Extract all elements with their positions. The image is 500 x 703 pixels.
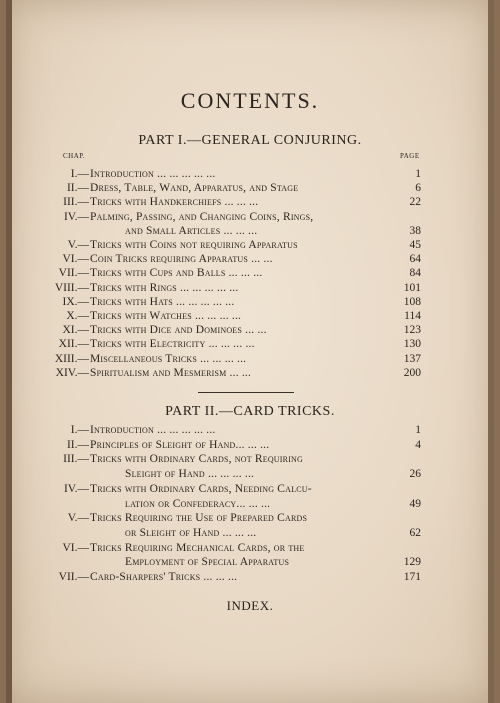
chapter-number: XI.— — [62, 324, 89, 337]
page-column-header: PAGE — [400, 152, 420, 160]
chapter-title: Principles of Sleight of Hand... ... ... — [90, 438, 270, 451]
toc-row — [0, 266, 500, 280]
chapter-number: VII.— — [58, 571, 89, 583]
toc-row — [0, 438, 500, 452]
toc-row — [0, 526, 500, 540]
page-number: 108 — [403, 295, 421, 308]
chapter-title: Tricks with Cups and Balls ... ... ... — [90, 267, 263, 280]
chapter-title: Introduction ... ... ... ... ... — [90, 168, 216, 180]
toc-row — [0, 323, 500, 337]
chapter-title: Miscellaneous Tricks ... ... ... ... — [90, 352, 247, 365]
toc-row — [0, 295, 500, 309]
page-number: 45 — [409, 239, 421, 251]
chapter-number: IV.— — [63, 482, 89, 495]
toc-row — [0, 181, 500, 195]
page-number: 64 — [409, 253, 421, 266]
page-number: 114 — [404, 310, 421, 322]
chapter-number: I.— — [70, 168, 89, 180]
toc-row — [0, 281, 500, 295]
chapter-number: VIII.— — [54, 281, 89, 294]
toc-row — [0, 309, 500, 323]
page-number: 200 — [403, 366, 421, 379]
chapter-title: Tricks with Handkerchiefs ... ... ... — [90, 196, 259, 209]
chapter-title: Spiritualism and Mesmerism ... ... — [90, 366, 252, 379]
toc-row — [0, 555, 500, 569]
page-number: 62 — [409, 526, 421, 539]
chapter-title: and Small Articles ... ... ... — [125, 224, 258, 237]
toc-row — [0, 238, 500, 252]
chapter-title: or Sleight of Hand ... ... ... — [125, 526, 257, 539]
page-number: 129 — [403, 556, 421, 569]
page-number: 26 — [409, 468, 421, 481]
page-number: 1 — [415, 168, 421, 180]
chapter-number: II.— — [66, 438, 89, 451]
toc-row — [0, 210, 500, 224]
chapter-number: V.— — [67, 512, 89, 525]
toc-row — [0, 195, 500, 209]
chapter-number: XIII.— — [54, 352, 89, 365]
chapter-number: III.— — [63, 196, 89, 209]
chapter-title: Tricks with Watches ... ... ... ... — [90, 310, 242, 322]
chapter-title: Employment of Special Apparatus — [125, 556, 290, 569]
chapter-number: II.— — [66, 182, 89, 195]
part2-title: PART II.—CARD TRICKS. — [165, 404, 335, 419]
toc-row — [0, 252, 500, 266]
chapter-title: Tricks with Coins not requiring Apparatus — [90, 239, 298, 251]
chapter-title: Palming, Passing, and Changing Coins, Rings, — [90, 210, 314, 223]
toc-row — [0, 452, 500, 466]
part1-title: PART I.—GENERAL CONJURING. — [138, 133, 362, 148]
toc-row — [0, 497, 500, 511]
page-number: 6 — [415, 182, 421, 195]
chapter-title: Tricks with Ordinary Cards, not Requiring — [90, 453, 304, 466]
page-number: 1 — [415, 424, 421, 436]
chapter-number: IV.— — [63, 210, 89, 223]
chapter-title: Card-Sharpers' Tricks ... ... ... — [90, 571, 238, 583]
chapter-title: Tricks with Electricity ... ... ... ... — [90, 338, 255, 351]
chapter-number: XIV.— — [55, 366, 89, 379]
chapter-number: VI.— — [62, 541, 89, 554]
chapter-title: Tricks with Rings ... ... ... ... ... — [90, 281, 239, 294]
chapter-title: Tricks Requiring the Use of Prepared Cards — [90, 512, 308, 525]
chapter-number: IX.— — [62, 295, 89, 308]
chapter-number: I.— — [70, 424, 89, 436]
page-number: 123 — [403, 324, 421, 337]
page-number: 130 — [403, 338, 421, 351]
index-heading: INDEX. — [226, 598, 274, 613]
page-number: 101 — [403, 281, 421, 294]
toc-row — [0, 570, 500, 584]
chapter-title: Tricks Requiring Mechanical Cards, or the — [90, 541, 305, 554]
chapter-title: Sleight of Hand ... ... ... ... — [125, 468, 255, 481]
page-number: 84 — [409, 267, 421, 280]
contents-title: CONTENTS. — [180, 88, 320, 113]
chapter-title: Tricks with Ordinary Cards, Needing Calcu- — [90, 482, 312, 495]
chapter-number: VI.— — [62, 253, 89, 266]
toc-row — [0, 511, 500, 525]
chapter-number: V.— — [67, 239, 89, 251]
page-number: 49 — [409, 497, 421, 510]
page-number: 171 — [403, 571, 421, 583]
toc-row — [0, 167, 500, 181]
chapter-title: Introduction ... ... ... ... ... — [90, 424, 216, 436]
section-divider — [198, 392, 294, 393]
chapter-title: Dress, Table, Wand, Apparatus, and Stage — [90, 182, 299, 195]
chap-column-header: CHAP. — [63, 152, 86, 160]
chapter-title: Tricks with Hats ... ... ... ... ... — [90, 295, 235, 308]
toc-row — [0, 467, 500, 481]
chapter-number: X.— — [66, 310, 89, 322]
chapter-title: lation or Confederacy... ... ... — [125, 497, 271, 510]
page-number: 22 — [409, 196, 421, 209]
toc-row — [0, 337, 500, 351]
toc-row — [0, 224, 500, 238]
toc-row — [0, 366, 500, 380]
chapter-title: Coin Tricks requiring Apparatus ... ... — [90, 253, 273, 266]
toc-row — [0, 352, 500, 366]
toc-row — [0, 541, 500, 555]
toc-row — [0, 423, 500, 437]
chapter-title: Tricks with Dice and Dominoes ... ... — [90, 324, 267, 337]
chapter-number: VII.— — [58, 267, 89, 280]
page-number: 4 — [415, 438, 421, 451]
chapter-number: XII.— — [58, 338, 89, 351]
page-number: 137 — [403, 352, 421, 365]
page-number: 38 — [409, 224, 421, 237]
chapter-number: III.— — [63, 453, 89, 466]
toc-row — [0, 482, 500, 496]
